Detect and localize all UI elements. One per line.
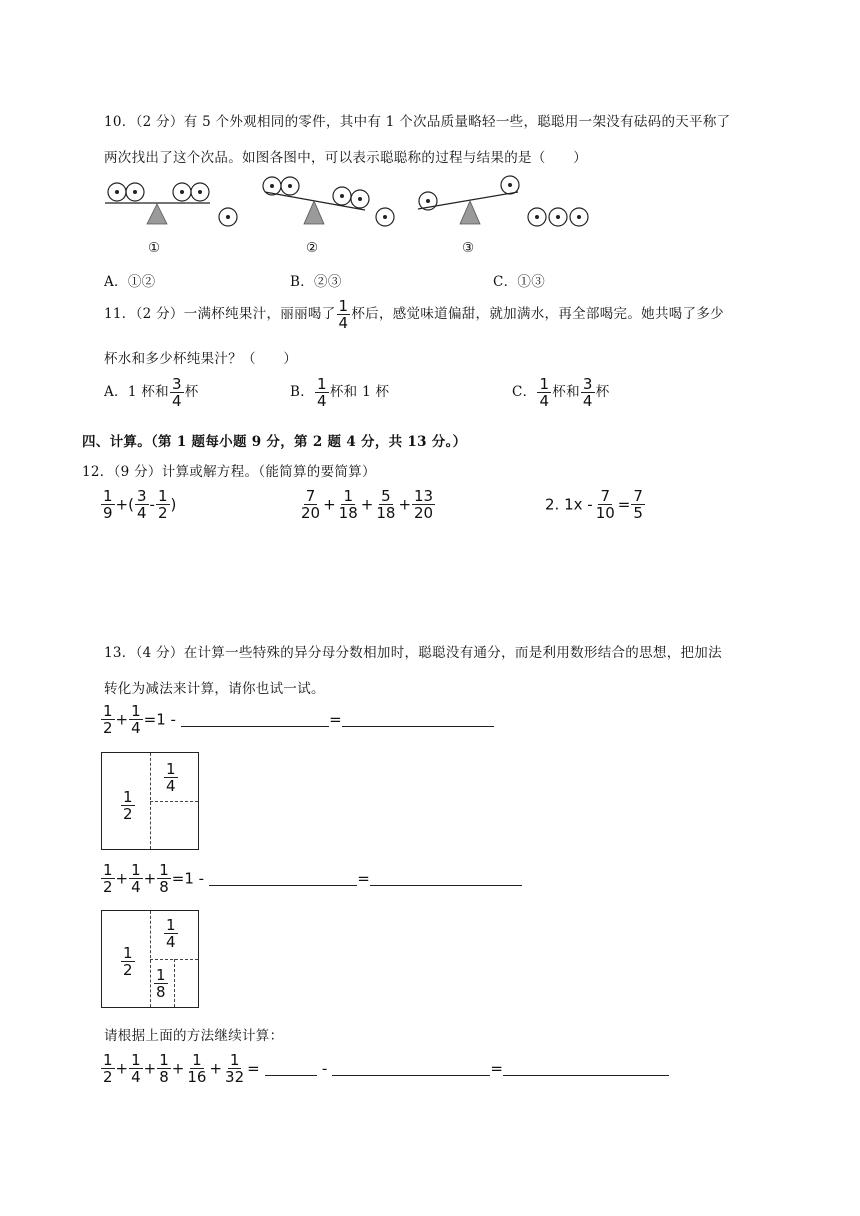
q11-line2: 杯水和多少杯纯果汁？（ ）	[104, 351, 298, 367]
q12-expression-3: 2. 1x - $\frac{7}{10}$ = $\frac{7}{5}$	[545, 487, 643, 522]
answer-blank[interactable]	[181, 712, 329, 727]
q11-option-c: C． $\frac{1}{4}$ 杯和 $\frac{3}{4}$ 杯	[512, 375, 610, 410]
answer-blank[interactable]	[332, 1061, 490, 1076]
q10-line1: 10．（2 分）有 5 个外观相同的零件，其中有 1 个次品质量略轻一些，聪聪用一架没有砝码的天平称了	[104, 114, 731, 130]
balance-scales-figure	[100, 172, 600, 262]
q13-line2: 转化为减法来计算，请你也试一试。	[104, 681, 325, 697]
fraction-square-2: $\frac{1}{2}$ $\frac{1}{4}$ $\frac{1}{8}$	[101, 910, 199, 1008]
answer-blank[interactable]	[370, 871, 522, 886]
answer-blank[interactable]	[503, 1061, 669, 1076]
q12-title: 12．（9 分）计算或解方程。（能简算的要简算）	[82, 464, 376, 480]
q12-expression-2: $\frac{7}{20}$ + $\frac{1}{18}$ + $\frac{5}{18}$ + $\frac{13}{20}$	[301, 487, 434, 522]
answer-blank[interactable]	[209, 871, 357, 886]
scale-label-1: ①	[148, 240, 161, 256]
q11-option-a: A．1 杯和 $\frac{3}{4}$ 杯	[104, 375, 199, 410]
q13-equation-1: $\frac{1}{2}$ + $\frac{1}{4}$ =1 - =	[100, 703, 494, 736]
scale-label-3: ③	[462, 240, 475, 256]
fraction: $\frac{1}{4}$	[338, 297, 349, 332]
q10-option-a: A．①②	[104, 274, 156, 290]
q13-equation-2: $\frac{1}{2}$ + $\frac{1}{4}$ + $\frac{1}{8}$ =1 - =	[100, 862, 522, 895]
answer-blank[interactable]	[342, 712, 494, 727]
section-4-heading: 四、计算。（第 1 题每小题 9 分，第 2 题 4 分，共 13 分。）	[82, 434, 467, 450]
q10-option-b: B．②③	[290, 274, 342, 290]
q10-line2: 两次找出了这个次品。如图各图中，可以表示聪聪称的过程与结果的是（ ）	[104, 150, 587, 166]
q10-option-c: C．①③	[493, 274, 546, 290]
fraction-square-1: $\frac{1}{2}$ $\frac{1}{4}$	[101, 752, 199, 850]
q13-continue-instruction: 请根据上面的方法继续计算：	[104, 1028, 284, 1044]
q11-line1: 11．（2 分）一满杯纯果汁，丽丽喝了 $\frac{1}{4}$ 杯后，感觉味道偏甜，就加满水，再全部喝完。她共喝了多少	[104, 297, 724, 332]
scale-label-2: ②	[306, 240, 319, 256]
q13-line1: 13．（4 分）在计算一些特殊的异分母分数相加时，聪聪没有通分，而是利用数形结合的思想，把加法	[104, 645, 722, 661]
q11-option-b: B． $\frac{1}{4}$ 杯和 1 杯	[290, 375, 390, 410]
q13-equation-3: $\frac{1}{2}$ + $\frac{1}{4}$ + $\frac{1}{8}$ + $\frac{1}{16}$ + $\frac{1}{32}$ = - =	[100, 1052, 669, 1085]
answer-blank[interactable]	[265, 1061, 317, 1076]
q12-expression-1: $\frac{1}{9}$ +( $\frac{3}{4}$ - $\frac{1}{2}$ )	[103, 487, 177, 522]
